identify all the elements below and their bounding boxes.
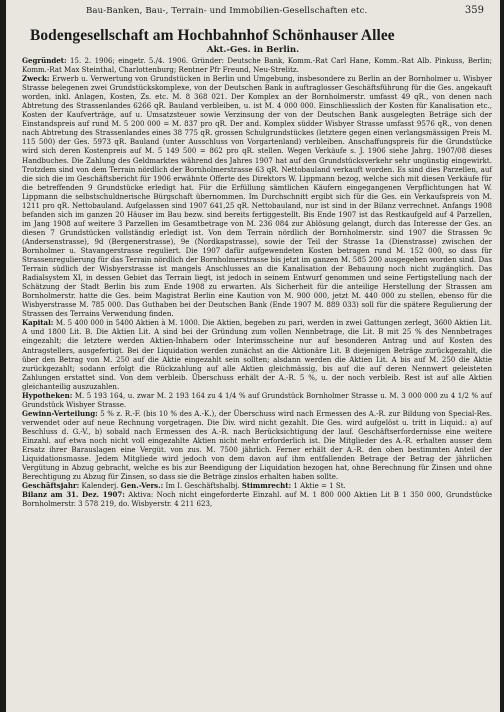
page-number: 359 bbox=[464, 5, 484, 16]
section-label: Bilanz am 31. Dez. 1907: bbox=[22, 490, 125, 500]
section-label: Zweck: bbox=[22, 74, 50, 84]
section-profit-distribution bbox=[22, 409, 492, 481]
section-text: Erwerb u. Verwertung von Grundstücken in Berlin und Umgebung, insbesondere zu Berlin an der Bornholmer u. Wisbyer Strasse belegenen zwei Grundstückskomplexe, von der Deutschen Bank in auftraglosser Geschäftsführung für die Ges. angekauft worden, inkl. Anlagen, Kosten, Zs. etc. M. 8 368 021. Der Komplex an der Bornholmerstr. umfasst 49 qR., von denen nach Abtretung des Strassenlandes 6266 qR. Bauland verbleiben, u. ist M. 4 000 000. Einschliesslich der Kosten für Kanalisation etc., Kosten der Kaufverträge, auf u. Umsatzsteuer sowie Verzinsung der von der Deutschen Bank ausgelegten Beträge sich der Einstandspreis auf rund M. 5 200 000 = M. 837 pro qR. Der and. Komplex südder Wisbyer Strasse umfasst 9576 qR., von denen nach Abtretung des Strassenlandes eines 38 775 qR. grossen Schulgrundstückes (letztere gegen einen verlangsmässigen Preis M. 115 500) der Ges. 5973 qR. Bauland (unter Ausschluss von Vorgartenland) verbleiben. Anschaffungspreis für die Grundstücke wird sich deren Kostenpreis auf M. 5 149 500 = 862 pro qR. stellen. Wegen Verkäufe s. J. 1906 siehe Jahrg. 1907/08 dieses Handbuches. Die Zahlung des Geldmarktes während des Jahres 1907 hat auf den Grundstücksverkehr sehr ungünstig eingewirkt. Trotzdem sind von dem Terrain nördlich der Bornholmerstrasse 63 qR. Nettobauland verkauft worden. Es sind dies Parzellen, auf die sich die im Geschäftsbericht für 1906 erwähnte Offerte des Direktors W. Lippmann bezog, welche sich mit diesen Verkäufe für die betreffenden 9 Grundstücke erledigt hat. Für die Erfüllung sämtlichen Käufern eingegangenen Verpflichtungen hat W. Lippmann die selbstschuldnerische Bürgschaft übernommen. Im Durchschnitt ergibt sich für die Ges. ein Verkaufspreis von M. 1211 pro qR. Nettobauland. Aufgelassen sind 1907 641,25 qR. Nettobauland, nur ist sind in der Bilanz verrechnet. Anfangs 1908 befanden sich im ganzen 20 Häuser im Bau bezw. sind bereits fertiggestellt. Bis Ende 1907 ist das Restkaufgeld auf 4 Parzellen, im Jang 1908 auf weitere 3 Parzellen im Gesamtbetrage von M. 236 084 zur Ablösung gelangt, durch das Interesse der Ges. an diesen 7 Grundstücken vollständig erledigt ist. Von dem Terrain nördlich der Bornholmerstr. sind 1907 die Strassen 9c (Andersenstrasse), 9d (Bergenerstrasse), 9e (Nordkapstrasse), sowie der Teil der Strasse 1a (Dienstrasse) zwischen der Bornholmer u. Stavangerstrasse reguliert. Die 1907 dafür aufgewendeten Kosten betragen rund M. 152 000, so dass für Strassenregulierung für das Terrain nördlich der Bornholmerstrasse bis jetzt im ganzen M. 585 200 ausgegeben worden sind. Das Terrain südlich der Wisbyerstrasse ist mangels Anschlusses an die Kanalisation der Bebauung noch nicht zugänglich. Das Radialsystem XI, in dessen Gebiet das Terrain liegt, ist jedoch in seinem Entwurf genommen und seine Fertigstellung nach der Schätzung der Stadt Berlin bis zum Ende 1908 zu erwarten. Als Sicherheit für die anteilige Herstellung der Strassen am Bornholmerstr. hatte die Ges. beim Magistrat Berlin eine Kaution von M. 900 000, jetzt M. 440 000 zu stellen, ebenso für die Wisbyerstrasse M. 785 000. Das Guthaben bei der Deutschen Bank (Ende 1907 M. 889 033) soll für die spätere Regulierung der Strassen des Terrains Verwendung finden. bbox=[22, 74, 492, 319]
section-business-year bbox=[22, 481, 492, 490]
section-label: Geschäftsjahr: bbox=[22, 481, 80, 491]
section-text: 1 Aktie = 1 St. bbox=[293, 481, 346, 491]
running-title: Bau-Banken, Bau-, Terrain- und Immobilien-Gesellschaften etc. bbox=[86, 6, 368, 16]
section-label: Gegründet: bbox=[22, 56, 67, 65]
company-title: Bodengesellschaft am Hochbahnhof Schönhauser Allee bbox=[30, 27, 395, 44]
running-header bbox=[6, 6, 500, 20]
document-page bbox=[6, 0, 500, 712]
section-label: Kapital: bbox=[22, 318, 54, 328]
section-text: 5 % z. R.-F. (bis 10 % des A.-K.), der Überschuss wird nach Ermessen des A.-R. zur Bildung von Special-Res. verwendet oder auf neue Rechnung vorgetragen. Die Div. wird nicht gezahlt. Die Ges. wird aufgelöst u. tritt in Liquid.: a) auf Beschluss d. G.-V., b) sobald nach Ermessen des A.-R. nach Berücksichtigung der lauf. Geschäftserfordernisse eine weitere Einzahl. auf etwa noch nicht voll eingezahlte Aktien nicht mehr erforderlich ist. Die Mitglieder des A.-R. erhalten ausser dem Ersatz ihrer Barauslagen eine Vergüt. von zus. M. 7500 jährlich. Ferner erhält der A.-R. den oben bestimmten Anteil der Liquidationsmasse. Jedem Mitgliede wird jedoch von dem davon auf ihm entfallenden Betrage der Betrag der jährlichen Vergütung in Abzug gebracht, welche es bis zur Beendigung der Liquidation bezogen hat, ohne Berechnung für Zinsen und ohne Berechtigung zu Abzug für Zinsen, so dass sie die Beträge zinslos erhalten haben sollte. bbox=[22, 408, 492, 482]
section-text: 15. 2. 1906; eingetr. 5./4. 1906. Gründer: Deutsche Bank, Komm.-Rat Carl Hane, Komm.-Rat Alb. Pinkuss, Berlin; Komm.-Rat Max Steinthal, Charlottenburg; Rentner Pfr Freund, Neu-Strelitz. bbox=[22, 56, 492, 75]
section-label: Stimmrecht: bbox=[241, 481, 292, 491]
company-subtitle: Akt.-Ges. in Berlin. bbox=[206, 45, 300, 55]
section-mortgages bbox=[22, 391, 492, 409]
section-purpose bbox=[22, 74, 492, 318]
section-text: M. 5 193 164, u. zwar M. 2 193 164 zu 4 1/4 % auf Grundstück Bornholmer Strasse u. M. 3 000 000 zu 4 1/2 % auf Grundstück Wisbyer Strasse. bbox=[22, 390, 492, 409]
section-text: Kalenderj. bbox=[81, 481, 121, 491]
section-text: Im I. Geschäftshalbj. bbox=[165, 481, 242, 491]
section-label: Gen.-Vers.: bbox=[120, 481, 164, 491]
section-label: Hypotheken: bbox=[22, 390, 73, 400]
section-balance-sheet bbox=[22, 490, 492, 508]
section-label: Gewinn-Verteilung: bbox=[22, 408, 98, 418]
document-body bbox=[22, 56, 492, 508]
section-founded bbox=[22, 56, 492, 74]
section-text: Aktiva: Noch nicht eingeforderte Einzahl. auf M. 1 800 000 Aktien Lit B 1 350 000, Grundstücke Bornholmerstr. 3 578 219, do. Wisbyerstr. 4 211 623, bbox=[22, 490, 492, 509]
section-capital bbox=[22, 318, 492, 390]
section-text: M. 5 400 000 in 5400 Aktien à M. 1000. Die Aktien, begeben zu pari, werden in zwei Gattungen zerlegt, 3600 Aktien Lit. A und 1800 Lit. B. Die Aktien Lit. A sind bei der Gründung zum vollen Nennbetrage, die Lit. B mit 25 % des Nennbetrages eingezahlt; die letztere werden Aktien-Inhabern oder Interimsscheine nur auf besonderen Antrag und auf Kosten des Antragstellers, ausgefertigt. Bei der Liquidation werden zunächst an die Aktionäre Lit. B diejenigen Beträge zurückgezahlt, die über den Betrag von M. 250 auf die Aktie eingezahlt sein sollten; alsdann werden die Aktien Lit. A bis auf M. 250 die Aktie zurückgezahlt; sodann erfolgt die Rückzahlung auf alle Aktien gleichmässig, bis auf die auf deren Nennwert geleisteten Zahlungen erstattet sind. Von dem verbleib. Überschuss erhält der A.-R. 5 %, u. der noch verbleib. Rest ist auf alle Aktien gleichanteilig auszuzahlen. bbox=[22, 318, 492, 391]
